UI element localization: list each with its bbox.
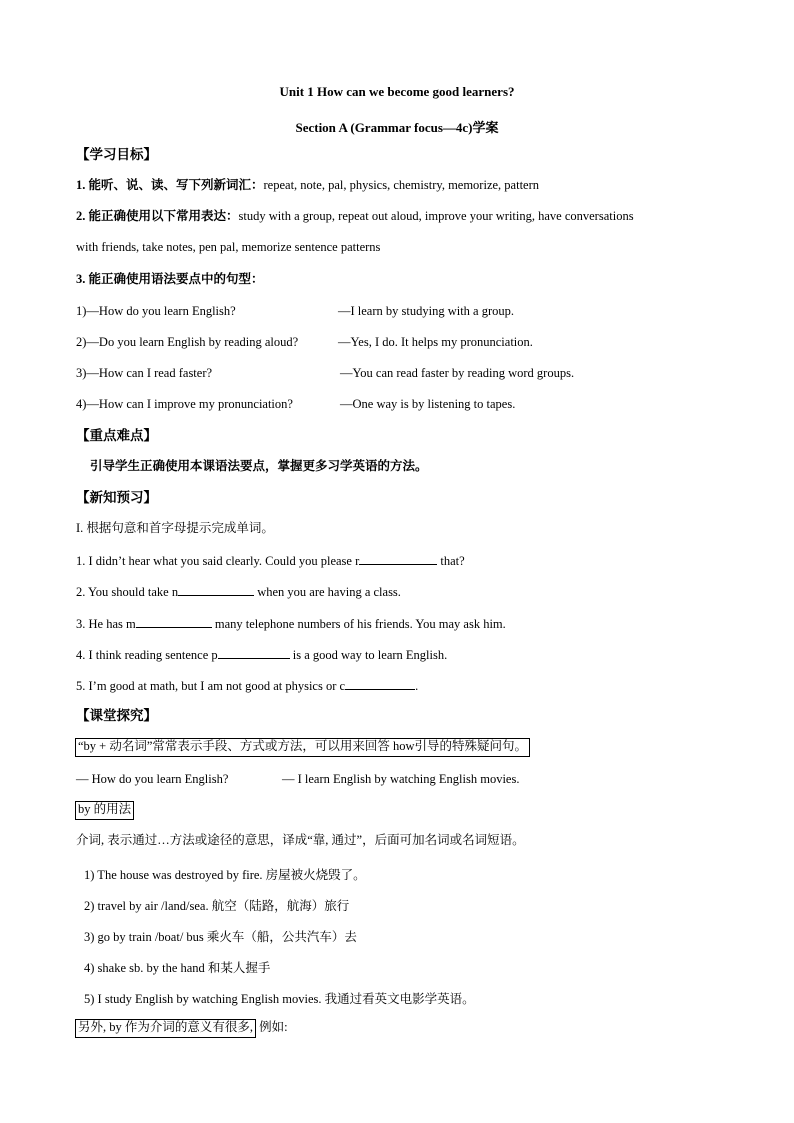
- preview-item-5-after: .: [415, 679, 419, 693]
- by-other-meanings-after: 例如:: [256, 1020, 288, 1034]
- by-usage-box: by 的用法: [75, 801, 134, 820]
- preview-item-2-before: 2. You should take n: [76, 585, 179, 599]
- preview-heading: 【新知预习】: [76, 490, 157, 505]
- preview-item-5-before: 5. I’m good at math, but I am not good at physics or c: [76, 679, 346, 693]
- by-gerund-note-box: “by + 动名词”常常表示手段、方式或方法，可以用来回答 how引导的特殊疑问句。: [75, 738, 530, 757]
- goal-item-1-text: repeat, note, pal, physics, chemistry, memorize, pattern: [263, 178, 539, 192]
- preview-item-1-after: that?: [437, 554, 465, 568]
- preview-item-2-after: when you are having a class.: [254, 585, 401, 599]
- sentence-q-2: 2)—Do you learn English by reading aloud?: [76, 335, 299, 349]
- preview-item-4-after: is a good way to learn English.: [289, 648, 448, 662]
- preview-item-2: [76, 584, 401, 599]
- key-points-heading: 【重点难点】: [76, 428, 157, 443]
- preview-item-4-before: 4. I think reading sentence p: [76, 648, 218, 662]
- goal-item-1-label: 1. 能听、说、读、写下列新词汇：: [76, 178, 264, 192]
- document-title: Unit 1 How can we become good learners?: [279, 84, 515, 99]
- sentence-q-1: 1)—How do you learn English?: [76, 304, 236, 318]
- goal-item-1: [76, 179, 539, 192]
- explore-heading: 【课堂探究】: [76, 708, 157, 723]
- by-description: 介词, 表示通过…方法或途径的意思，译成“靠, 通过”，后面可加名词或名词短语。: [76, 833, 525, 847]
- sentence-a-3: —You can read faster by reading word groups.: [340, 366, 575, 380]
- answer-blank-3[interactable]: [136, 616, 212, 628]
- sentence-q-3: 3)—How can I read faster?: [76, 366, 213, 380]
- goal-item-2-text: study with a group, repeat out aloud, improve your writing, have conversations: [238, 209, 634, 223]
- key-points-text: 引导学生正确使用本课语法要点，掌握更多习学英语的方法。: [90, 459, 428, 473]
- document-subtitle: Section A (Grammar focus—4c)学案: [295, 120, 499, 135]
- example-answer: — I learn English by watching English movies.: [282, 772, 520, 786]
- sentence-q-4: 4)—How can I improve my pronunciation?: [76, 397, 293, 411]
- by-example-4: 4) shake sb. by the hand 和某人握手: [84, 961, 271, 975]
- preview-item-3: [76, 616, 506, 631]
- preview-item-1-before: 1. I didn’t hear what you said clearly. Could you please r: [76, 554, 360, 568]
- by-example-3: 3) go by train /boat/ bus 乘火车（船，公共汽车）去: [84, 930, 357, 944]
- preview-item-3-before: 3. He has m: [76, 617, 136, 631]
- sentence-a-2: —Yes, I do. It helps my pronunciation.: [338, 335, 533, 349]
- by-example-5: 5) I study English by watching English movies. 我通过看英文电影学英语。: [84, 992, 475, 1006]
- preview-instruction: I. 根据句意和首字母提示完成单词。: [76, 521, 274, 535]
- answer-blank-1[interactable]: [359, 553, 437, 565]
- example-question: — How do you learn English?: [76, 772, 229, 786]
- preview-item-1: [76, 553, 465, 568]
- by-other-meanings-box: 另外, by 作为介词的意义有很多,: [75, 1019, 256, 1038]
- goal-item-2: [76, 210, 634, 223]
- goals-heading: 【学习目标】: [76, 147, 157, 162]
- answer-blank-5[interactable]: [345, 678, 415, 690]
- sentence-a-4: —One way is by listening to tapes.: [340, 397, 516, 411]
- answer-blank-2[interactable]: [178, 584, 254, 596]
- preview-item-4: [76, 647, 447, 662]
- goal-item-2-label: 2. 能正确使用以下常用表达：: [76, 209, 239, 223]
- answer-blank-4[interactable]: [218, 647, 290, 659]
- goal-item-3-label: 3. 能正确使用语法要点中的句型：: [76, 272, 264, 286]
- preview-item-3-after: many telephone numbers of his friends. You may ask him.: [211, 617, 506, 631]
- by-example-1: 1) The house was destroyed by fire. 房屋被火烧毁了。: [84, 868, 366, 882]
- by-other-meanings: [75, 1019, 288, 1038]
- goal-item-2-cont: with friends, take notes, pen pal, memorize sentence patterns: [76, 240, 381, 254]
- preview-item-5: [76, 678, 418, 693]
- sentence-a-1: —I learn by studying with a group.: [338, 304, 515, 318]
- by-example-2: 2) travel by air /land/sea. 航空（陆路，航海）旅行: [84, 899, 350, 913]
